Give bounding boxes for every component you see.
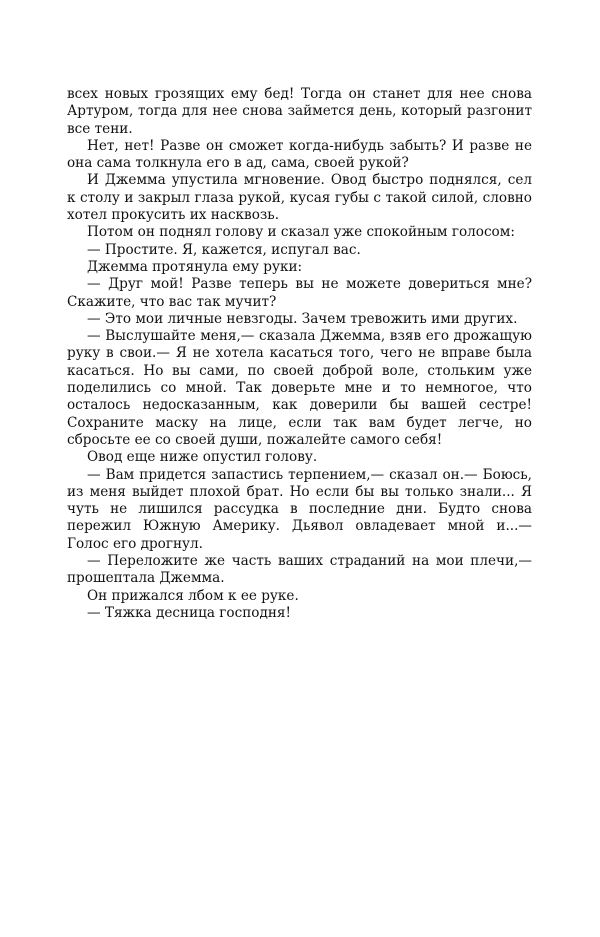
- paragraph: И Джемма упустила мгновение. Овод быстро поднялся, сел к столу и закрыл глаза рукой, кусая губы с такой силой, словно хотел прокусить их насквозь.: [67, 172, 532, 224]
- paragraph: — Друг мой! Разве теперь вы не можете довериться мне? Скажите, что вас так мучит?: [67, 276, 532, 310]
- paragraph: — Выслушайте меня,— сказала Джемма, взяв его дрожащую руку в свои.— Я не хотела касаться того, чего не вправе была касаться. Но вы сами, по своей доброй воле, стольким уже поделились со мной. Так доверьте мне и то немногое, что осталось недосказанным, как доверили бы вашей сестре! Сохраните маску на лице, если так вам будет легче, но сбросьте ее со своей души, пожалейте самого себя!: [67, 328, 532, 448]
- paragraph: — Это мои личные невзгоды. Зачем тревожить ими других.: [87, 310, 518, 327]
- paragraph: — Вам придется запастись терпением,— сказал он.— Боюсь, из меня выйдет плохой брат. Но если бы вы только знали... Я чуть не лишился рассудка в последние дни. Будто снова пережил Южную Америку. Дьявол овладевает мной и...— Голос его дрогнул.: [67, 466, 532, 552]
- page-text-block: [67, 86, 532, 622]
- paragraph: — Простите. Я, кажется, испугал вас.: [87, 241, 361, 258]
- paragraph: — Тяжка десница господня!: [87, 604, 291, 621]
- paragraph: Джемма протянула ему руки:: [87, 258, 303, 275]
- paragraph: — Переложите же часть ваших страданий на мои плечи,— прошептала Джемма.: [67, 553, 532, 587]
- paragraph: всех новых грозящих ему бед! Тогда он станет для нее снова Артуром, тогда для нее снова займется день, который разгонит все тени.: [67, 86, 532, 137]
- paragraph: Овод еще ниже опустил голову.: [87, 449, 318, 466]
- paragraph: Он прижался лбом к ее руке.: [87, 587, 299, 604]
- paragraph: Нет, нет! Разве он сможет когда-нибудь забыть? И разве не она сама толкнула его в ад, сама, своей рукой?: [67, 137, 532, 172]
- paragraph: Потом он поднял голову и сказал уже спокойным голосом:: [87, 224, 515, 241]
